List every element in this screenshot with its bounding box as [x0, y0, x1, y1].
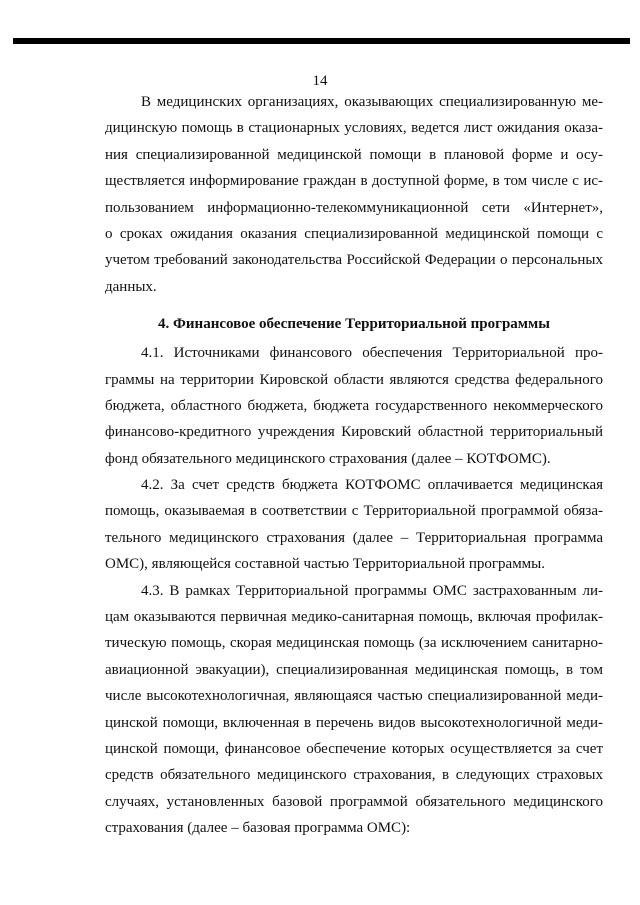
paragraph-4-1: [105, 340, 603, 472]
text-line: пользованием информационно-телекоммуникационной сети «Интернет»,: [105, 199, 603, 216]
text-line: 4.1. Источниками финансового обеспечения Территориальной про-: [141, 345, 603, 362]
text-line: ОМС), являющейся составной частью Территориальной программы.: [105, 556, 546, 573]
text-line: фонд обязательного медицинского страхования (далее – КОТФОМС).: [105, 450, 551, 467]
paragraph-intro: [105, 89, 603, 300]
paragraph-4-2: [105, 472, 603, 578]
text-line: финансово-кредитного учреждения Кировский областной территориальный: [105, 424, 603, 441]
paragraph-4-3: [105, 578, 603, 842]
text-line: о сроках ожидания оказания специализированной медицинской помощи с: [105, 225, 603, 242]
text-line: данных.: [105, 278, 157, 295]
text-line: помощь, оказываемая в соответствии с Территориальной программой обяза-: [105, 503, 603, 520]
document-body: [105, 89, 603, 842]
section-heading: 4. Финансовое обеспечение Территориальной программы: [158, 316, 550, 333]
text-line: страхования (далее – базовая программа ОМС):: [105, 820, 411, 837]
text-line: авиационной эвакуации), специализированная медицинская помощь, в том: [105, 661, 603, 678]
top-rule: [13, 38, 630, 44]
text-line: В медицинских организациях, оказывающих специализированную ме-: [141, 94, 603, 110]
text-line: 4.3. В рамках Территориальной программы ОМС застрахованным ли-: [141, 582, 603, 599]
text-line: учетом требований законодательства Российской Федерации о персональных: [105, 252, 603, 269]
text-line: бюджета, областного бюджета, бюджета государственного некоммерческого: [105, 397, 603, 414]
text-line: цинской помощи, финансовое обеспечение которых осуществляется за счет: [105, 740, 603, 757]
text-line: случаях, установленных базовой программой обязательного медицинского: [105, 793, 603, 810]
text-line: дицинскую помощь в стационарных условиях, ведется лист ожидания оказа-: [105, 120, 603, 137]
text-line: ществляется информирование граждан в доступной форме, в том числе с ис-: [105, 173, 603, 190]
page-number: 14: [312, 73, 328, 89]
text-line: цинской помощи, включенная в перечень видов высокотехнологичной меди-: [105, 714, 603, 731]
text-line: цам оказываются первичная медико-санитарная помощь, включая профилак-: [105, 609, 603, 626]
text-line: ния специализированной медицинской помощи в плановой форме и осу-: [105, 146, 603, 163]
text-line: граммы на территории Кировской области являются средства федерального: [105, 371, 603, 388]
text-line: числе высокотехнологичная, являющаяся частью специализированной меди-: [105, 688, 603, 705]
text-line: тическую помощь, скорая медицинская помощь (за исключением санитарно-: [105, 635, 603, 652]
text-line: 4.2. За счет средств бюджета КОТФОМС оплачивается медицинская: [141, 477, 603, 494]
text-line: тельного медицинского страхования (далее – Территориальная программа: [105, 529, 603, 546]
text-line: средств обязательного медицинского страхования, в следующих страховых: [105, 767, 603, 784]
